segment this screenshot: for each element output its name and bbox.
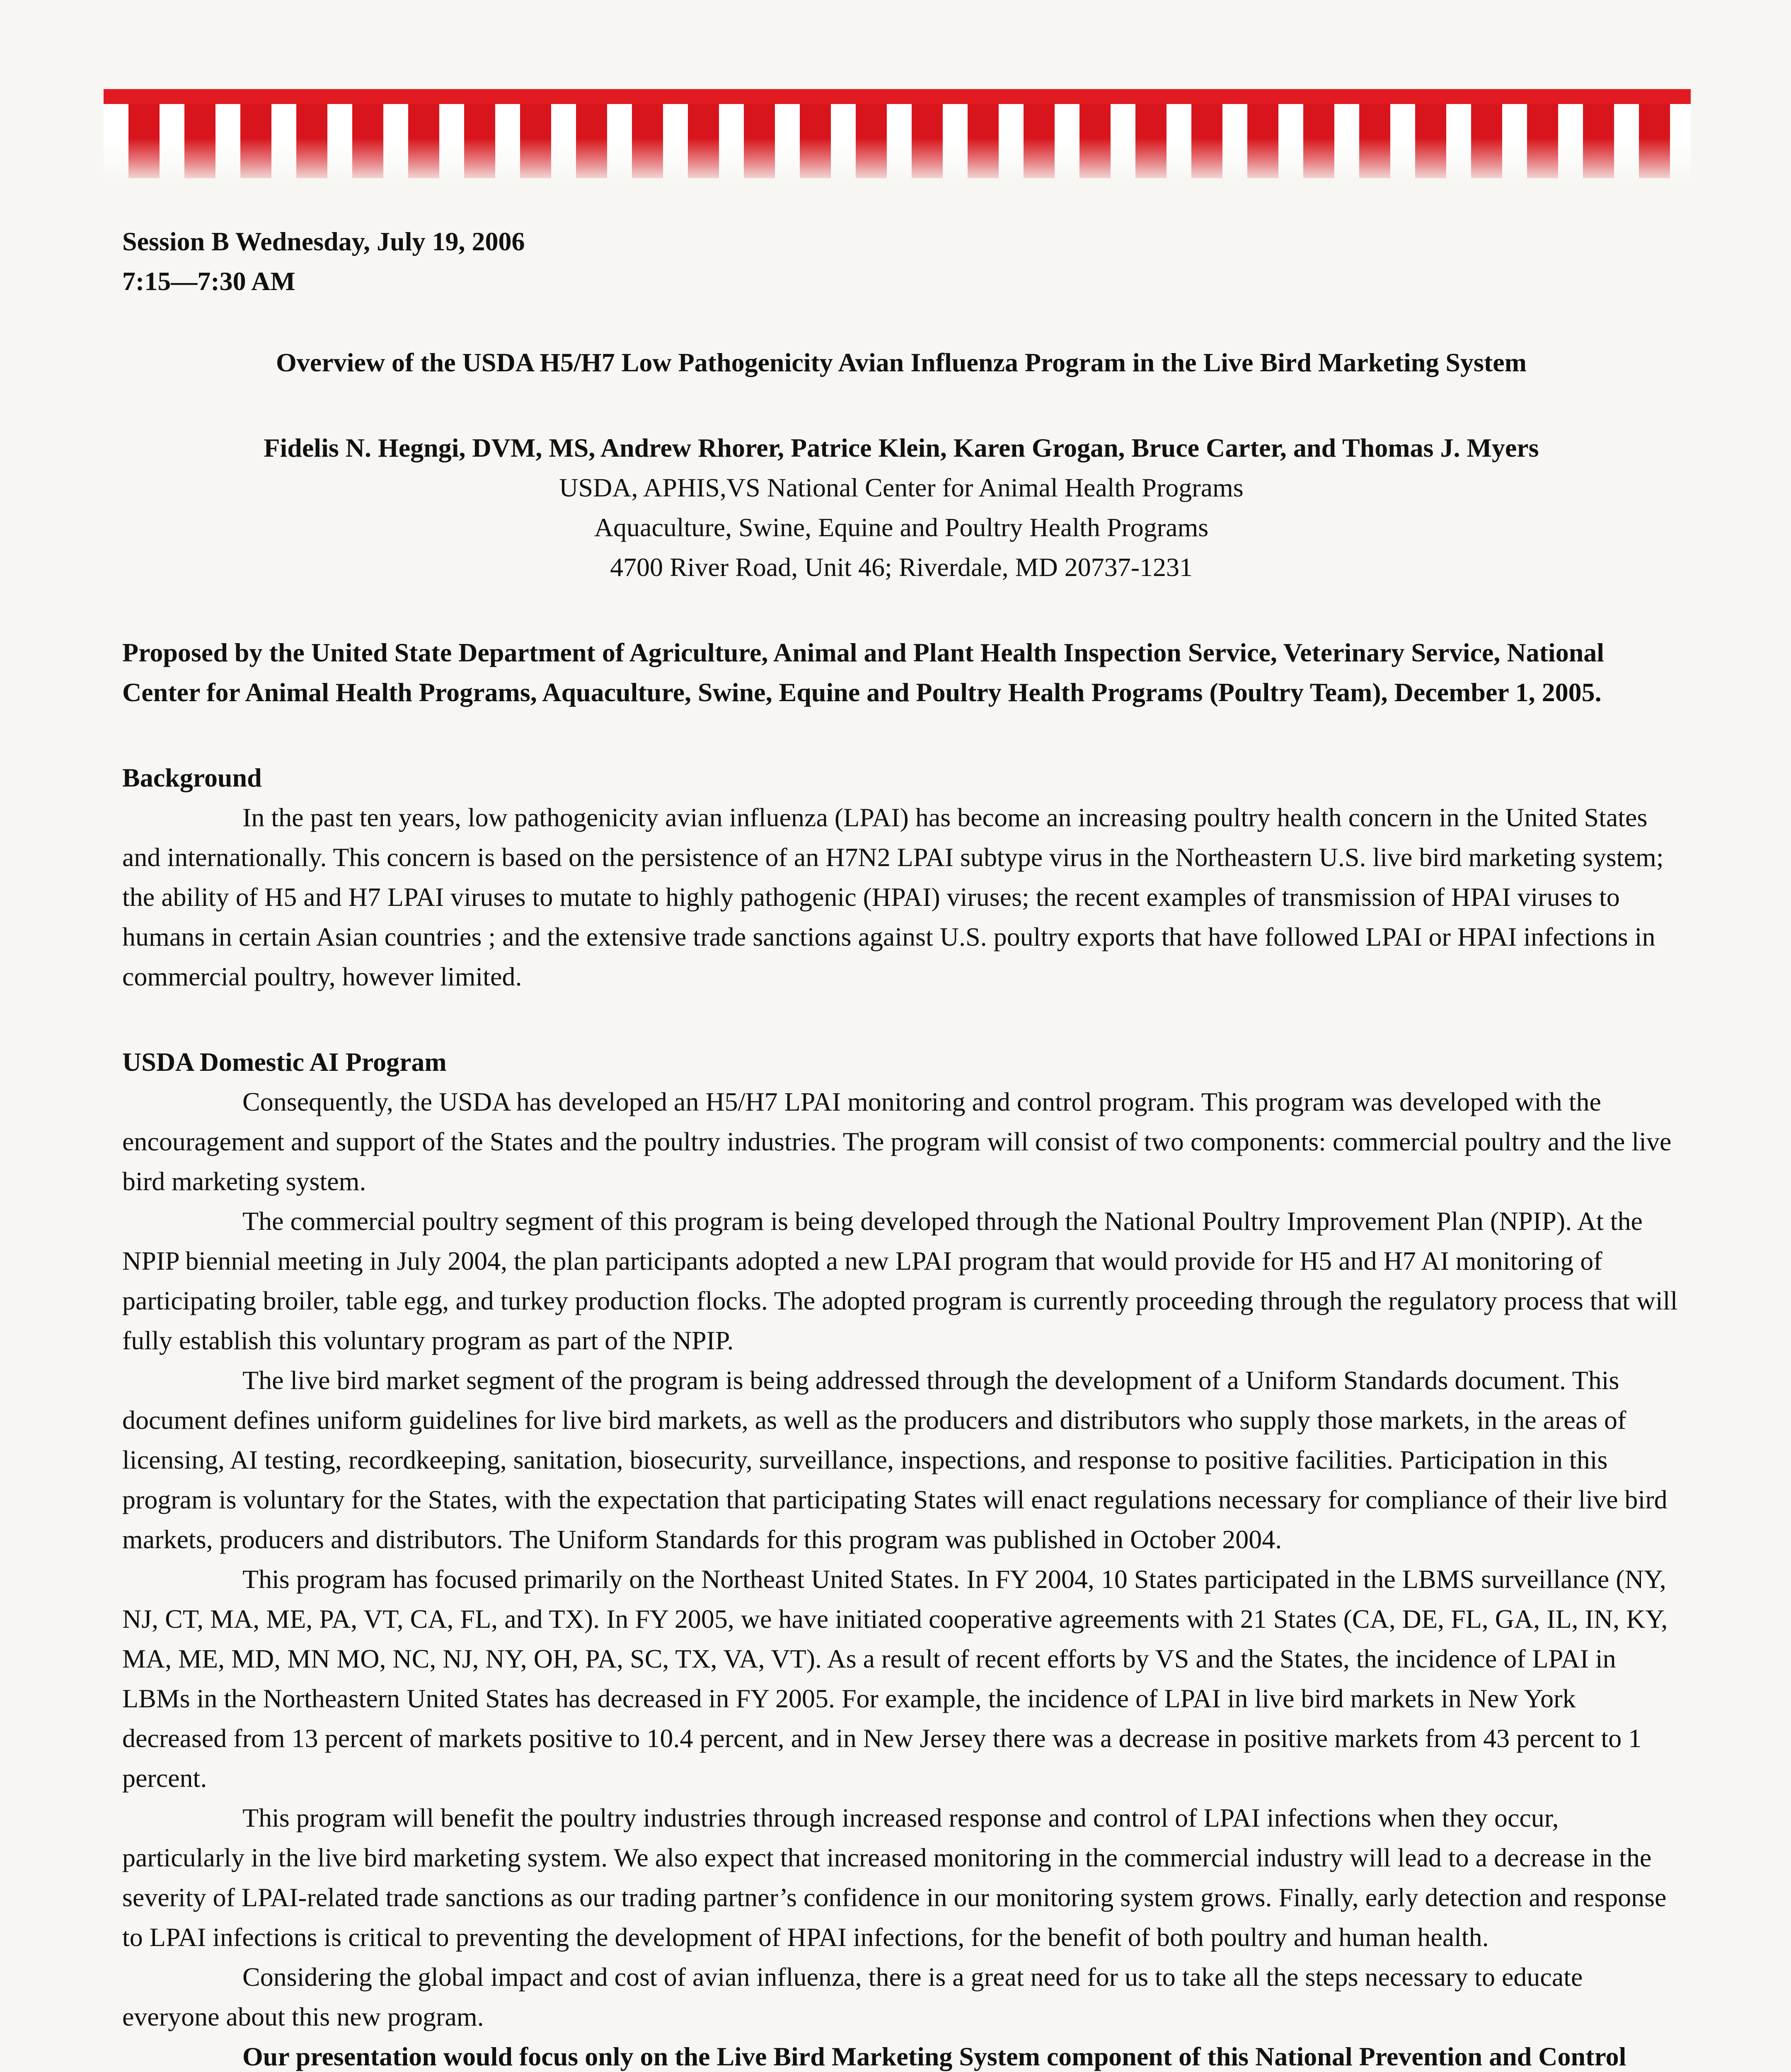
presentation-focus-statement: Our presentation would focus only on the Live Bird Marketing System component of this National Prevention and Control	[242, 2042, 1626, 2071]
document-body	[122, 222, 1680, 2072]
domestic-paragraph-6: Considering the global impact and cost of avian influenza, there is a great need for us to take all the steps necessary to educate everyone about this new program.	[122, 1962, 1583, 2031]
domestic-paragraph-2: The commercial poultry segment of this program is being developed through the National Poultry Improvement Plan (NPIP). At the NPIP biennial meeting in July 2004, the plan participants adopted a new LPAI program that would provide for H5 and H7 AI monitoring of participating broiler, table egg, and turkey production flocks. The adopted program is currently proceeding through the regulatory process that will fully establish this voluntary program as part of the NPIP.	[122, 1206, 1678, 1355]
proposed-by-statement: Proposed by the United State Department of Agriculture, Animal and Plant Health Inspection Service, Veterinary Service, National Center for Animal Health Programs, Aquaculture, Swine, Equine and Poultry Health Programs (Poultry Team), December 1, 2005.	[122, 638, 1605, 707]
affiliation-line-2: Aquaculture, Swine, Equine and Poultry Health Programs	[594, 513, 1209, 542]
domestic-paragraph-4: This program has focused primarily on the Northeast United States. In FY 2004, 10 States participated in the LBMS surveillance (NY, NJ, CT, MA, ME, PA, VT, CA, FL, and TX). In FY 2005, we have initiated cooperative agreements with 21 States (CA, DE, FL, GA, IL, IN, KY, MA, ME, MD, MN MO, NC, NJ, NY, OH, PA, SC, TX, VA, VT). As a result of recent efforts by VS and the States, the incidence of LPAI in LBMs in the Northeastern United States has decreased in FY 2005. For example, the incidence of LPAI in live bird markets in New York decreased from 13 percent of markets positive to 10.4 percent, and in New Jersey there was a decrease in positive markets from 43 percent to 1 percent.	[122, 1564, 1668, 1793]
session-time: 7:15—7:30 AM	[122, 266, 295, 296]
domestic-paragraph-3: The live bird market segment of the program is being addressed through the development of a Uniform Standards document. This document defines uniform guidelines for live bird markets, as well as the producers and distributors who supply those markets, in the areas of licensing, AI testing, recordkeeping, sanitation, biosecurity, surveillance, inspections, and response to positive facilities. Participation in this program is voluntary for the States, with the expectation that participating States will enact regulations necessary for compliance of their live bird markets, producers and distributors. The Uniform Standards for this program was published in October 2004.	[122, 1365, 1668, 1554]
affiliation-address: 4700 River Road, Unit 46; Riverdale, MD 20737-1231	[610, 552, 1193, 582]
section-heading-background: Background	[122, 763, 262, 792]
background-paragraph: In the past ten years, low pathogenicity avian influenza (LPAI) has become an increasing poultry health concern in the United States and internationally. This concern is based on the persistence of an H7N2 LPAI subtype virus in the Northeastern U.S. live bird marketing system; the ability of H5 and H7 LPAI viruses to mutate to highly pathogenic (HPAI) viruses; the recent examples of transmission of HPAI viruses to humans in certain Asian countries ; and the extensive trade sanctions against U.S. poultry exports that have followed LPAI or HPAI infections in commercial poultry, however limited.	[122, 803, 1664, 991]
section-heading-domestic-program: USDA Domestic AI Program	[122, 1047, 447, 1077]
session-line: Session B Wednesday, July 19, 2006	[122, 227, 525, 256]
author-list: Fidelis N. Hegngi, DVM, MS, Andrew Rhorer, Patrice Klein, Karen Grogan, Bruce Carter, and Thomas J. Myers	[264, 433, 1539, 462]
paper-title: Overview of the USDA H5/H7 Low Pathogenicity Avian Influenza Program in the Live Bird Marketing System	[276, 348, 1527, 377]
decorative-stripe-top-edge	[104, 89, 1691, 104]
affiliation-line-1: USDA, APHIS,VS National Center for Animal Health Programs	[559, 473, 1244, 502]
domestic-paragraph-5: This program will benefit the poultry industries through increased response and control of LPAI infections when they occur, particularly in the live bird marketing system. We also expect that increased monitoring in the commercial industry will lead to a decrease in the severity of LPAI-related trade sanctions as our trading partner’s confidence in our monitoring system grows. Finally, early detection and response to LPAI infections is critical to preventing the development of HPAI infections, for the benefit of both poultry and human health.	[122, 1803, 1667, 1952]
domestic-paragraph-1: Consequently, the USDA has developed an H5/H7 LPAI monitoring and control program. This program was developed with the encouragement and support of the States and the poultry industries. The program will consist of two components: commercial poultry and the live bird marketing system.	[122, 1087, 1672, 1196]
